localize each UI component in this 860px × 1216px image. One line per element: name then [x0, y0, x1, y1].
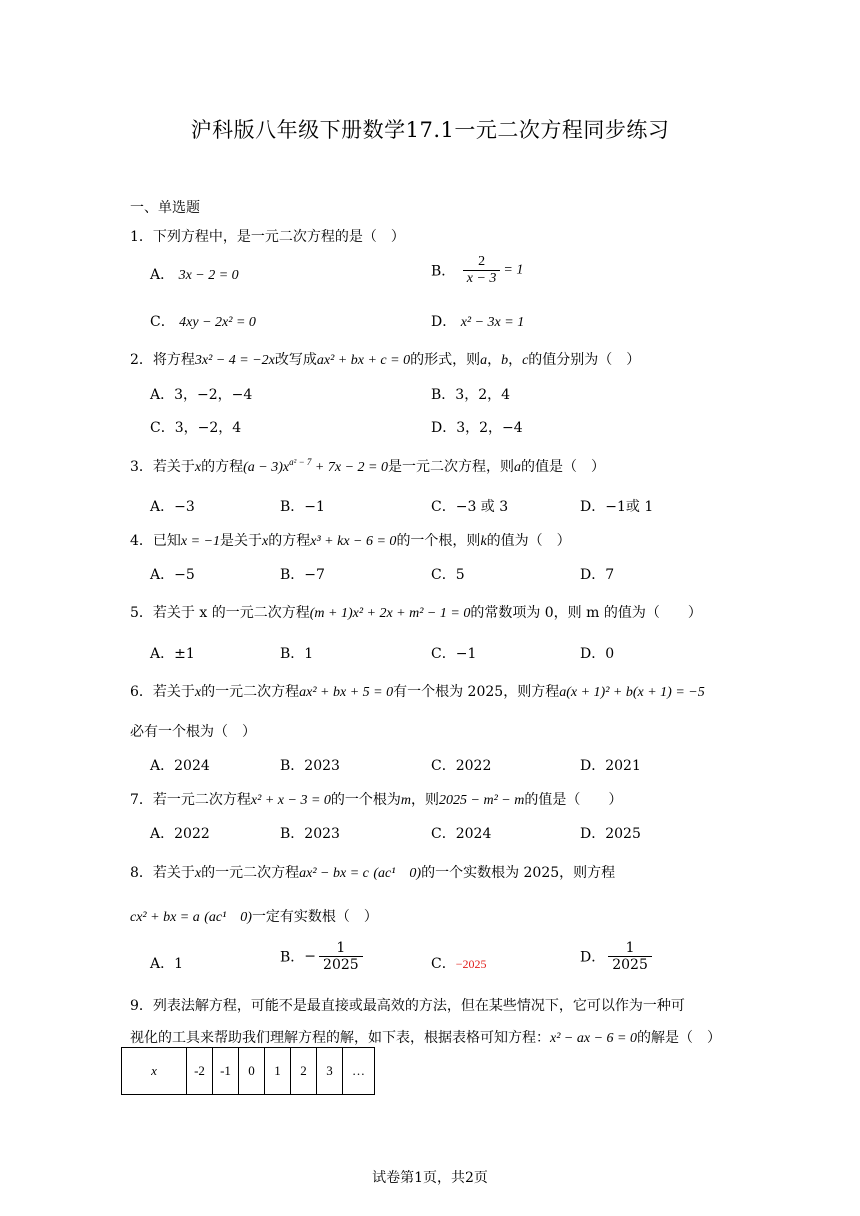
question-3-option-a: A．−3 — [150, 499, 195, 515]
question-2-option-c: C．3，−2，4 — [150, 420, 242, 436]
table-cell: -2 — [187, 1048, 213, 1095]
question-7-option-a: A．2022 — [150, 826, 210, 842]
page-footer: 试卷第1页，共2页 — [372, 1170, 488, 1186]
question-7-option-d: D．2025 — [580, 826, 641, 842]
question-7-option-b: B．2023 — [280, 826, 340, 842]
question-8-option-a: A．1 — [150, 956, 184, 972]
fraction: $\frac{2}{x - 3}$ — [463, 254, 501, 287]
question-4-option-d: D．7 — [580, 567, 615, 583]
question-8-stem-line2: cx² + bx = a (ac¹ 0)一定有实数根（ ） — [130, 909, 378, 925]
question-1-stem: 1．下列方程中，是一元二次方程的是（ ） — [130, 229, 405, 245]
question-6-option-b: B．2023 — [280, 758, 340, 774]
question-1-option-d: D． x² − 3x = 1 — [431, 314, 525, 330]
question-5-stem: 5．若关于 x 的一元二次方程(m + 1)x² + 2x + m² − 1 = 0的常数项为 0，则 m 的值为（ ） — [130, 605, 702, 621]
question-4-option-a: A．−5 — [150, 567, 195, 583]
question-6-stem: 6．若关于x的一元二次方程ax² + bx + 5 = 0有一个根为 2025，则方程a(x + 1)² + b(x + 1) = −5 — [130, 684, 705, 700]
value-table — [121, 1047, 375, 1095]
question-3-option-c: C．−3 或 3 — [431, 499, 509, 515]
highlighted-answer: −2025 — [455, 957, 487, 971]
question-5-option-a: A．±1 — [150, 646, 195, 662]
question-4-option-c: C．5 — [431, 567, 465, 583]
table-cell: 2 — [291, 1048, 317, 1095]
section-heading: 一、单选题 — [130, 200, 200, 216]
question-2-stem: 2．将方程3x² − 4 = −2x改写成ax² + bx + c = 0的形式，则a，b，c的值分别为（ ） — [130, 352, 641, 368]
question-1-option-b: B． $\frac{2}{x - 3}$ = 1 — [431, 254, 524, 286]
question-3-stem: 3．若关于x的方程$(a - 3)x^{a^2 - 7} + 7x - 2 = 0$是一元二次方程，则a的值是（ ） — [130, 457, 605, 475]
table-cell: 3 — [317, 1048, 343, 1095]
question-5-option-d: D．0 — [580, 646, 615, 662]
question-6-option-a: A．2024 — [150, 758, 210, 774]
question-8-option-d: D． $\frac{1}{2025}$ — [580, 940, 655, 973]
question-1-option-c: C． 4xy − 2x² = 0 — [150, 314, 256, 330]
question-9-stem: 9．列表法解方程，可能不是最直接或最高效的方法，但在某些情况下，它可以作为一种可 — [130, 998, 685, 1014]
question-9-stem-line2: 视化的工具来帮助我们理解方程的解，如下表，根据表格可知方程：x² − ax − 6 = 0的解是（ ） — [130, 1030, 721, 1046]
page-title: 沪科版八年级下册数学17.1一元二次方程同步练习 — [190, 118, 670, 142]
table-cell: 1 — [265, 1048, 291, 1095]
question-1-option-a: A． 3x − 2 = 0 — [150, 267, 239, 283]
question-2-option-a: A．3，−2，−4 — [150, 387, 253, 403]
question-6-stem-line2: 必有一个根为（ ） — [130, 724, 256, 740]
question-6-option-c: C．2022 — [431, 758, 492, 774]
question-3-option-d: D．−1或 1 — [580, 499, 654, 515]
question-2-option-d: D．3，2，−4 — [431, 420, 523, 436]
question-7-stem: 7．若一元二次方程x² + x − 3 = 0的一个根为m，则2025 − m² − m的值是（ ） — [130, 792, 623, 808]
question-3-option-b: B．−1 — [280, 499, 325, 515]
question-5-option-c: C．−1 — [431, 646, 477, 662]
question-8-option-c: C．−2025 — [431, 956, 487, 972]
table-cell: … — [343, 1048, 375, 1095]
question-2-option-b: B．3，2，4 — [431, 387, 511, 403]
table-cell: -1 — [213, 1048, 239, 1095]
question-4-stem: 4．已知x = −1是关于x的方程x³ + kx − 6 = 0的一个根，则k的值为（ ） — [130, 533, 571, 549]
question-4-option-b: B．−7 — [280, 567, 325, 583]
table-row — [122, 1048, 375, 1095]
question-5-option-b: B．1 — [280, 646, 314, 662]
table-cell: x — [122, 1048, 187, 1095]
table-cell: 0 — [239, 1048, 265, 1095]
question-8-option-b: B．− $\frac{1}{2025}$ — [280, 940, 366, 973]
question-8-stem: 8．若关于x的一元二次方程ax² − bx = c (ac¹ 0)的一个实数根为 2025，则方程 — [130, 865, 616, 881]
question-7-option-c: C．2024 — [431, 826, 492, 842]
question-6-option-d: D．2021 — [580, 758, 641, 774]
